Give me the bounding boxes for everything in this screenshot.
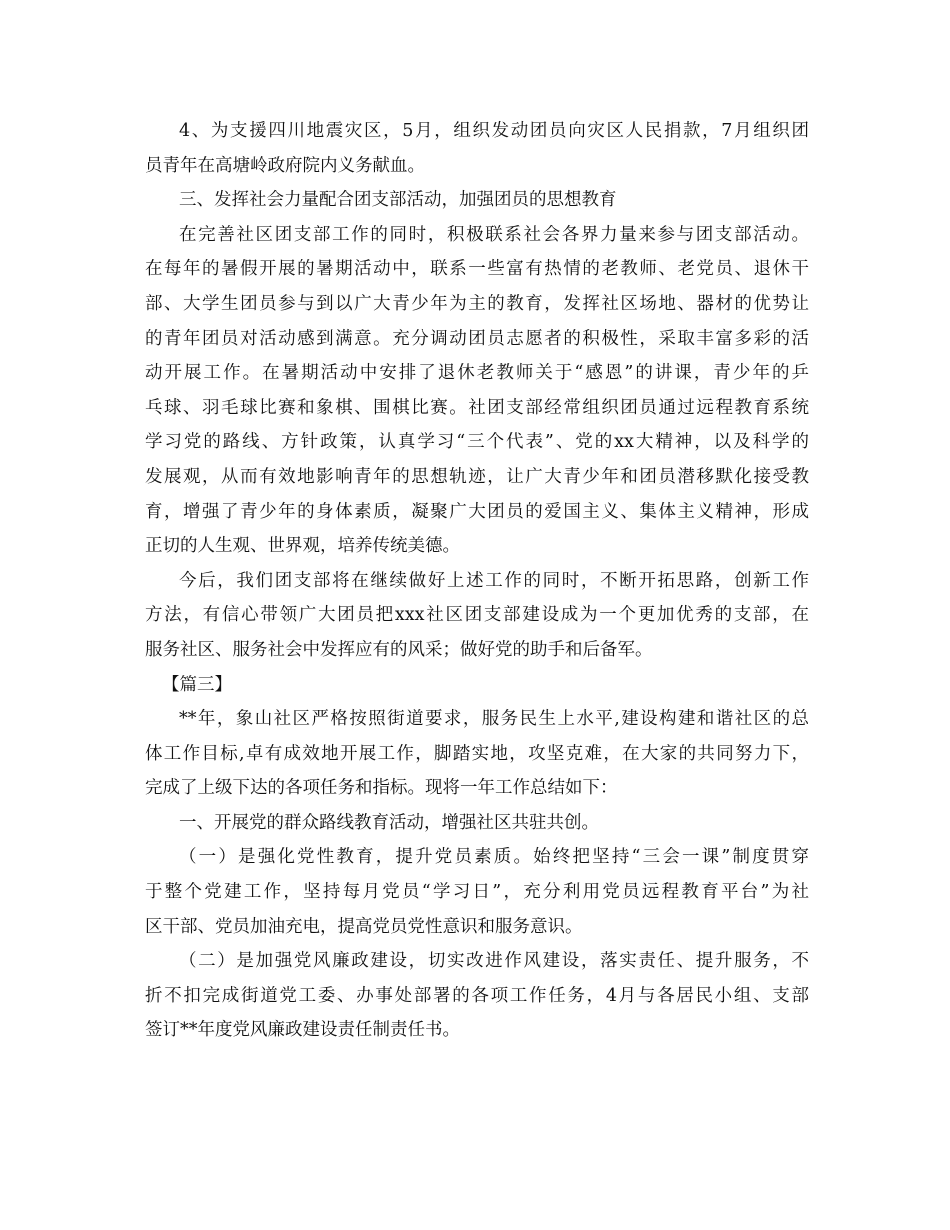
text-line: 完成了上级下达的各项任务和指标。现将一年工作总结如下： [145,778,618,799]
text-line: 动开展工作。在暑期活动中安排了退休老教师关于“感恩”的讲课，青少年的乒 [145,363,809,384]
text-line: 体工作目标,卓有成效地开展工作，脚踏实地，攻坚克难，在大家的共同努力下， [145,743,809,764]
text-line: 发展观，从而有效地影响青年的思想轨迹，让广大青少年和团员潜移默化接受教 [145,466,809,487]
text-line: 的青年团员对活动感到满意。充分调动团员志愿者的积极性，采取丰富多彩的活 [145,328,809,349]
section-marker: 【篇三】 [162,674,232,695]
text-line: 育，增强了青少年的身体素质，凝聚广大团员的爱国主义、集体主义精神，形成 [145,501,809,522]
text-line: 在完善社区团支部工作的同时，积极联系社会各界力量来参与团支部活动。 [179,224,809,245]
text-line: 部、大学生团员参与到以广大青少年为主的教育，发挥社区场地、器材的优势让 [145,293,809,314]
text-line: 方法，有信心带领广大团员把xxx社区团支部建设成为一个更加优秀的支部，在 [145,605,809,626]
text-line: 正切的人生观、世界观，培养传统美德。 [145,536,460,557]
text-line: 折不扣完成街道党工委、办事处部署的各项工作任务，4月与各居民小组、支部 [145,985,809,1006]
text-line: **年，象山社区严格按照街道要求，服务民生上水平,建设构建和谐社区的总 [179,709,809,730]
text-line: 4、为支援四川地震灾区，5月，组织发动团员向灾区人民捐款，7月组织团 [179,121,809,141]
text-line: （一）是强化党性教育，提升党员素质。始终把坚持“三会一课”制度贯穿 [179,847,809,868]
section-heading: 一、开展党的群众路线教育活动，增强社区共驻共创。 [179,812,599,833]
text-line: 签订**年度党风廉政建设责任制责任书。 [145,1020,460,1041]
text-line: 今后，我们团支部将在继续做好上述工作的同时，不断开拓思路，创新工作 [179,570,809,591]
section-heading: 三、发挥社会力量配合团支部活动，加强团员的思想教育 [179,190,617,211]
document-body [145,114,809,1048]
text-line: 区干部、党员加油充电，提高党员党性意识和服务意识。 [145,916,583,937]
text-line: 乓球、羽毛球比赛和象棋、围棋比赛。社团支部经常组织团员通过远程教育系统 [145,397,809,418]
text-line: （二）是加强党风廉政建设，切实改进作风建设，落实责任、提升服务，不 [179,951,809,972]
text-line: 于整个党建工作，坚持每月党员“学习日”，充分利用党员远程教育平台”为社 [145,882,809,903]
text-line: 在每年的暑假开展的暑期活动中，联系一些富有热情的老教师、老党员、退休干 [145,259,809,280]
text-line: 员青年在高塘岭政府院内义务献血。 [145,155,425,176]
text-line: 学习党的路线、方针政策，认真学习“三个代表”、党的xx大精神，以及科学的 [145,432,809,453]
text-line: 服务社区、服务社会中发挥应有的风采；做好党的助手和后备军。 [145,639,653,660]
